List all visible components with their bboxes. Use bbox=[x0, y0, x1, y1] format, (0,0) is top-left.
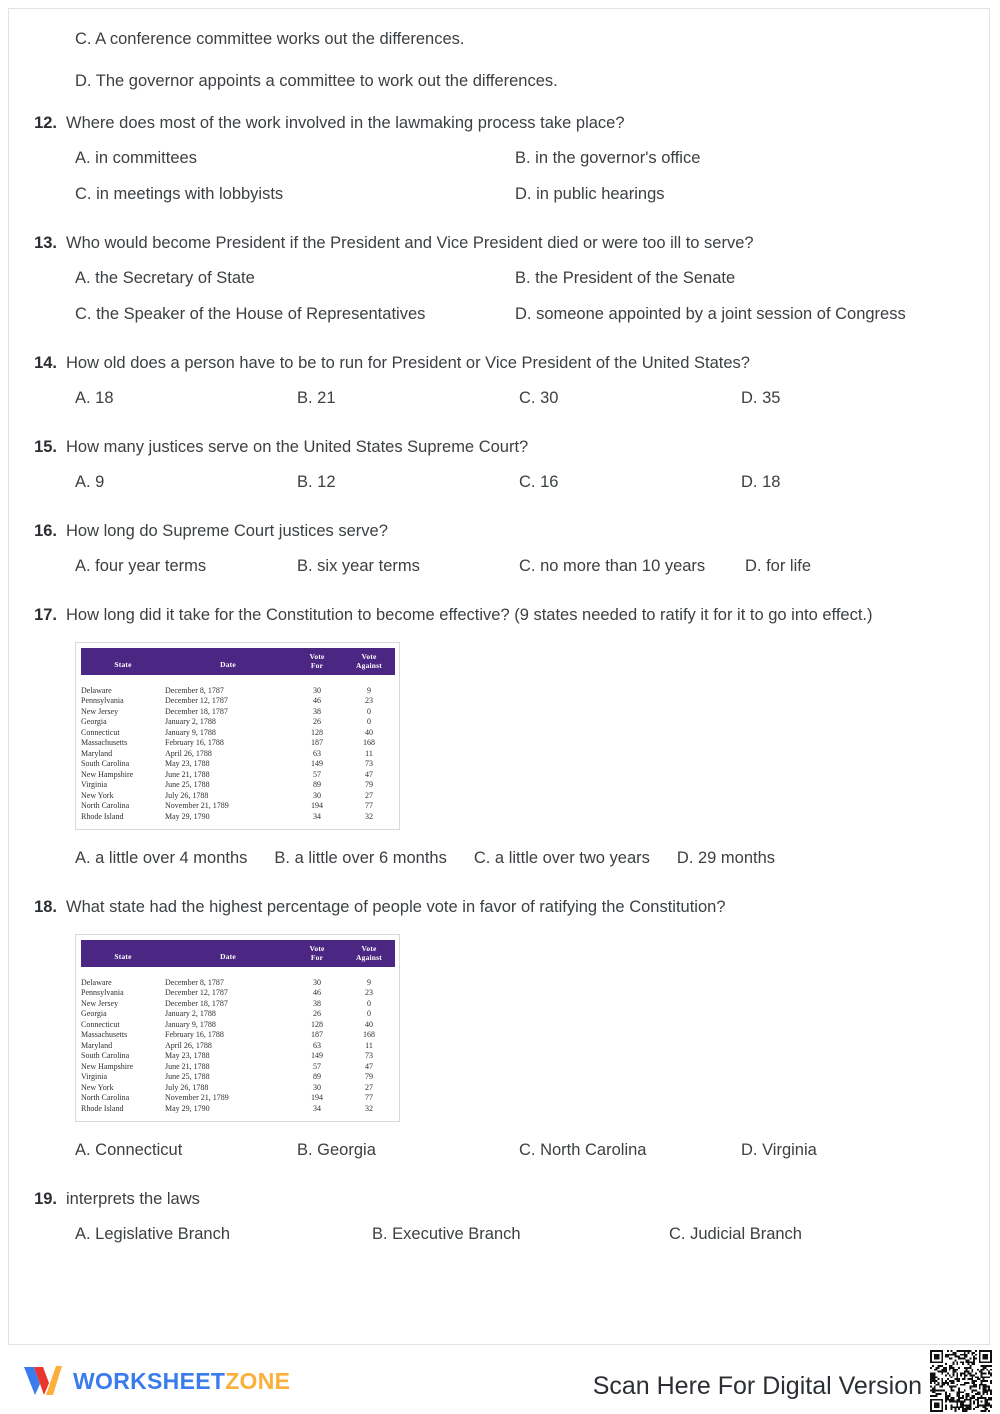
cell-vote-against: 73 bbox=[365, 759, 373, 768]
choice-d[interactable]: D. someone appointed by a joint session of Congress bbox=[515, 305, 906, 323]
ratification-table bbox=[81, 940, 395, 1114]
question-number: 13. bbox=[34, 234, 57, 252]
table-row bbox=[81, 812, 395, 823]
cell-date: February 16, 1788 bbox=[165, 738, 224, 747]
question-18 bbox=[28, 894, 956, 1162]
column-header-date: Date bbox=[165, 648, 291, 675]
cell-date: June 25, 1788 bbox=[165, 780, 210, 789]
cell-date: December 18, 1787 bbox=[165, 998, 228, 1008]
cell-state: Rhode Island bbox=[81, 1103, 124, 1113]
question-text: Who would become President if the President and Vice President died or were too ill to serve? bbox=[66, 234, 754, 252]
question-text: How long did it take for the Constitution to become effective? (9 states needed to ratify it for it to go into effect.) bbox=[66, 606, 873, 624]
cell-vote-against: 77 bbox=[365, 1093, 373, 1102]
choice-c[interactable]: C. Judicial Branch bbox=[669, 1225, 802, 1243]
table-row bbox=[81, 801, 395, 812]
cell-date: May 23, 1788 bbox=[165, 1051, 210, 1060]
choice-c[interactable]: C. a little over two years bbox=[473, 849, 650, 867]
cell-state: Georgia bbox=[81, 717, 107, 726]
table-row bbox=[81, 978, 395, 989]
choice-group bbox=[28, 846, 956, 870]
cell-vote-against: 27 bbox=[365, 790, 373, 800]
table-row bbox=[81, 728, 395, 739]
cell-vote-for: 63 bbox=[313, 748, 321, 758]
cell-vote-against: 11 bbox=[365, 1040, 373, 1050]
column-header-vote-against: Vote Against bbox=[343, 940, 395, 967]
column-header-date: Date bbox=[165, 940, 291, 967]
cell-date: July 26, 1788 bbox=[165, 1082, 209, 1092]
cell-vote-for: 30 bbox=[313, 977, 321, 987]
cell-date: December 8, 1787 bbox=[165, 977, 224, 987]
question-number: 19. bbox=[34, 1190, 57, 1208]
choice-c[interactable]: C. 16 bbox=[519, 473, 559, 491]
table-row bbox=[81, 1041, 395, 1052]
cell-vote-against: 79 bbox=[365, 780, 373, 789]
choice-group bbox=[28, 1222, 956, 1246]
table-row bbox=[81, 1051, 395, 1062]
cell-state: South Carolina bbox=[81, 759, 130, 768]
worksheet-body bbox=[8, 8, 990, 1345]
logo-w-icon bbox=[22, 1362, 64, 1400]
cell-vote-against: 79 bbox=[365, 1072, 373, 1081]
cell-state: Connecticut bbox=[81, 1019, 120, 1029]
choice-d[interactable]: D. 29 months bbox=[676, 849, 776, 867]
cell-vote-for: 34 bbox=[313, 1103, 321, 1113]
logo-wordmark bbox=[73, 1366, 290, 1396]
table-row bbox=[81, 686, 395, 697]
cell-date: February 16, 1788 bbox=[165, 1030, 224, 1039]
cell-vote-for: 128 bbox=[311, 1019, 323, 1029]
cell-vote-against: 0 bbox=[367, 998, 371, 1008]
table-row bbox=[81, 696, 395, 707]
table-row bbox=[81, 749, 395, 760]
cell-vote-for: 26 bbox=[313, 1009, 321, 1018]
cell-vote-against: 40 bbox=[365, 727, 373, 737]
question-12 bbox=[28, 110, 956, 206]
table-row bbox=[81, 770, 395, 781]
cell-vote-against: 0 bbox=[367, 717, 371, 726]
cell-vote-for: 57 bbox=[313, 769, 321, 779]
cell-date: June 25, 1788 bbox=[165, 1072, 210, 1081]
cell-state: Delaware bbox=[81, 977, 112, 987]
table-body-1 bbox=[81, 675, 395, 822]
cell-vote-against: 27 bbox=[365, 1082, 373, 1092]
cell-vote-for: 46 bbox=[313, 696, 321, 705]
column-header-state: State bbox=[81, 940, 165, 967]
cell-state: Pennsylvania bbox=[81, 988, 124, 997]
question-text: interprets the laws bbox=[66, 1190, 200, 1208]
choice-group bbox=[28, 386, 956, 410]
cell-state: Pennsylvania bbox=[81, 696, 124, 705]
question-13 bbox=[28, 230, 956, 326]
cell-date: June 21, 1788 bbox=[165, 1061, 210, 1071]
cell-vote-for: 194 bbox=[311, 801, 323, 810]
cell-vote-against: 9 bbox=[367, 685, 371, 695]
scan-instruction-text: Scan Here For Digital Version bbox=[592, 1372, 922, 1400]
cell-date: May 29, 1790 bbox=[165, 1103, 210, 1113]
choice-group bbox=[28, 1138, 956, 1162]
cell-state: New Jersey bbox=[81, 706, 119, 716]
table-row bbox=[81, 1093, 395, 1104]
question-text: How old does a person have to be to run for President or Vice President of the United States? bbox=[66, 354, 750, 372]
cell-date: June 21, 1788 bbox=[165, 769, 210, 779]
cell-state: Virginia bbox=[81, 1072, 108, 1081]
cell-date: January 2, 1788 bbox=[165, 1009, 216, 1018]
cell-vote-against: 73 bbox=[365, 1051, 373, 1060]
ratification-table-figure-2 bbox=[75, 934, 400, 1122]
table-row bbox=[81, 999, 395, 1010]
choice-a[interactable]: A. four year terms bbox=[75, 557, 207, 575]
choice-group bbox=[28, 266, 956, 326]
cell-state: North Carolina bbox=[81, 1093, 130, 1102]
cell-state: New Hampshire bbox=[81, 1061, 134, 1071]
cell-vote-for: 89 bbox=[313, 780, 321, 789]
cell-vote-for: 194 bbox=[311, 1093, 323, 1102]
choice-a[interactable]: A. 18 bbox=[75, 389, 114, 407]
cell-vote-against: 47 bbox=[365, 769, 373, 779]
choice-b[interactable]: B. 12 bbox=[297, 473, 336, 491]
choice-b[interactable]: B. a little over 6 months bbox=[274, 849, 447, 867]
cell-state: Connecticut bbox=[81, 727, 120, 737]
cell-state: South Carolina bbox=[81, 1051, 130, 1060]
question-number: 15. bbox=[34, 438, 57, 456]
cell-vote-for: 57 bbox=[313, 1061, 321, 1071]
choice-d[interactable]: D. in public hearings bbox=[515, 185, 665, 203]
cell-vote-against: 40 bbox=[365, 1019, 373, 1029]
cell-vote-for: 187 bbox=[311, 738, 323, 747]
cell-state: North Carolina bbox=[81, 801, 130, 810]
cell-date: December 8, 1787 bbox=[165, 685, 224, 695]
column-header-vote-for: Vote For bbox=[291, 940, 343, 967]
cell-date: November 21, 1789 bbox=[165, 801, 229, 810]
question-number: 14. bbox=[34, 354, 57, 372]
cell-vote-for: 30 bbox=[313, 1082, 321, 1092]
choice-c[interactable]: C. North Carolina bbox=[519, 1141, 647, 1159]
question-19 bbox=[28, 1186, 956, 1246]
cell-date: April 26, 1788 bbox=[165, 748, 212, 758]
table-row bbox=[81, 1072, 395, 1083]
table-row bbox=[81, 780, 395, 791]
cell-date: November 21, 1789 bbox=[165, 1093, 229, 1102]
choice-c[interactable]: C. in meetings with lobbyists bbox=[75, 185, 284, 203]
column-header-vote-against: Vote Against bbox=[343, 648, 395, 675]
table-row bbox=[81, 707, 395, 718]
choice-group bbox=[28, 554, 956, 578]
cell-vote-against: 32 bbox=[365, 1103, 373, 1113]
cell-vote-against: 77 bbox=[365, 801, 373, 810]
choice-c[interactable]: C. the Speaker of the House of Representatives bbox=[75, 305, 426, 323]
choice-b[interactable]: B. the President of the Senate bbox=[515, 269, 736, 287]
cell-date: December 12, 1787 bbox=[165, 988, 228, 997]
table-header-row bbox=[81, 940, 395, 967]
cell-vote-against: 23 bbox=[365, 988, 373, 997]
cell-vote-against: 32 bbox=[365, 811, 373, 821]
choice-a[interactable]: A. in committees bbox=[75, 149, 197, 167]
choice-a[interactable]: A. 9 bbox=[75, 473, 105, 491]
cell-state: Georgia bbox=[81, 1009, 107, 1018]
cell-vote-for: 30 bbox=[313, 685, 321, 695]
question-number: 18. bbox=[34, 898, 57, 916]
cell-vote-for: 89 bbox=[313, 1072, 321, 1081]
cell-vote-for: 46 bbox=[313, 988, 321, 997]
question-16 bbox=[28, 518, 956, 578]
choice-b[interactable]: B. 21 bbox=[297, 389, 336, 407]
table-row bbox=[81, 1020, 395, 1031]
cell-vote-against: 11 bbox=[365, 748, 373, 758]
cell-vote-for: 38 bbox=[313, 998, 321, 1008]
cell-date: December 18, 1787 bbox=[165, 706, 228, 716]
question-14 bbox=[28, 350, 956, 410]
cell-state: New Jersey bbox=[81, 998, 119, 1008]
choice-a[interactable]: A. Connecticut bbox=[75, 1141, 183, 1159]
cell-date: July 26, 1788 bbox=[165, 790, 209, 800]
table-row bbox=[81, 1104, 395, 1115]
choice-c[interactable]: C. 30 bbox=[519, 389, 559, 407]
question-number: 17. bbox=[34, 606, 57, 624]
table-header-row bbox=[81, 648, 395, 675]
cell-vote-against: 0 bbox=[367, 706, 371, 716]
cell-state: Maryland bbox=[81, 748, 113, 758]
question-15 bbox=[28, 434, 956, 494]
choice-d[interactable]: D. for life bbox=[745, 557, 812, 575]
table-row bbox=[81, 717, 395, 728]
qr-code-icon[interactable] bbox=[930, 1350, 992, 1412]
cell-state: New York bbox=[81, 1082, 114, 1092]
worksheet-zone-logo[interactable] bbox=[22, 1362, 290, 1400]
cell-vote-against: 168 bbox=[363, 738, 375, 747]
cell-state: Massachusetts bbox=[81, 738, 128, 747]
page-footer bbox=[0, 1346, 1000, 1414]
cell-vote-for: 34 bbox=[313, 811, 321, 821]
question-text: What state had the highest percentage of people vote in favor of ratifying the Constitution? bbox=[66, 898, 726, 916]
choice-b[interactable]: B. in the governor's office bbox=[515, 149, 701, 167]
cell-date: December 12, 1787 bbox=[165, 696, 228, 705]
cell-date: January 2, 1788 bbox=[165, 717, 216, 726]
cell-date: January 9, 1788 bbox=[165, 727, 216, 737]
ratification-table-figure-1 bbox=[75, 642, 400, 830]
question-text: How long do Supreme Court justices serve? bbox=[66, 522, 388, 540]
cell-vote-for: 63 bbox=[313, 1040, 321, 1050]
cell-vote-for: 149 bbox=[311, 1051, 323, 1060]
cell-date: May 23, 1788 bbox=[165, 759, 210, 768]
cell-vote-against: 0 bbox=[367, 1009, 371, 1018]
orphan-choice-d: D. The governor appoints a committee to work out the differences. bbox=[75, 72, 558, 90]
ratification-table bbox=[81, 648, 395, 822]
cell-state: Delaware bbox=[81, 685, 112, 695]
table-row bbox=[81, 759, 395, 770]
question-17 bbox=[28, 602, 956, 870]
cell-vote-for: 128 bbox=[311, 727, 323, 737]
table-row bbox=[81, 738, 395, 749]
choice-b[interactable]: B. six year terms bbox=[297, 557, 420, 575]
choice-d[interactable]: D. 35 bbox=[741, 389, 781, 407]
cell-date: April 26, 1788 bbox=[165, 1040, 212, 1050]
cell-vote-for: 38 bbox=[313, 706, 321, 716]
cell-state: Maryland bbox=[81, 1040, 113, 1050]
choice-group bbox=[28, 146, 956, 206]
cell-vote-against: 47 bbox=[365, 1061, 373, 1071]
table-row bbox=[81, 1009, 395, 1020]
choice-a[interactable]: A. the Secretary of State bbox=[75, 269, 255, 287]
question-text: Where does most of the work involved in the lawmaking process take place? bbox=[66, 114, 625, 132]
cell-date: May 29, 1790 bbox=[165, 811, 210, 821]
choice-group bbox=[28, 470, 956, 494]
choice-a[interactable]: A. Legislative Branch bbox=[75, 1225, 231, 1243]
table-row bbox=[81, 1030, 395, 1041]
cell-vote-against: 23 bbox=[365, 696, 373, 705]
table-row bbox=[81, 1083, 395, 1094]
column-header-state: State bbox=[81, 648, 165, 675]
table-row bbox=[81, 988, 395, 999]
choice-d[interactable]: D. Virginia bbox=[741, 1141, 817, 1159]
cell-state: New York bbox=[81, 790, 114, 800]
question-text: How many justices serve on the United States Supreme Court? bbox=[66, 438, 529, 456]
table-row bbox=[81, 1062, 395, 1073]
choice-b[interactable]: B. Georgia bbox=[297, 1141, 376, 1159]
question-number: 16. bbox=[34, 522, 57, 540]
cell-vote-for: 149 bbox=[311, 759, 323, 768]
column-header-vote-for: Vote For bbox=[291, 648, 343, 675]
cell-vote-for: 26 bbox=[313, 717, 321, 726]
table-row bbox=[81, 791, 395, 802]
cell-date: January 9, 1788 bbox=[165, 1019, 216, 1029]
cell-state: New Hampshire bbox=[81, 769, 134, 779]
choice-a[interactable]: A. a little over 4 months bbox=[75, 849, 248, 867]
cell-vote-against: 9 bbox=[367, 977, 371, 987]
question-number: 12. bbox=[34, 114, 57, 132]
choice-d[interactable]: D. 18 bbox=[741, 473, 781, 491]
cell-state: Massachusetts bbox=[81, 1030, 128, 1039]
choice-b[interactable]: B. Executive Branch bbox=[372, 1225, 521, 1243]
logo-text-zone: ZONE bbox=[225, 1368, 291, 1394]
table-body-2 bbox=[81, 967, 395, 1114]
choice-c[interactable]: C. no more than 10 years bbox=[519, 557, 706, 575]
cell-vote-for: 30 bbox=[313, 790, 321, 800]
cell-state: Virginia bbox=[81, 780, 108, 789]
cell-state: Rhode Island bbox=[81, 811, 124, 821]
logo-text-worksheet: WORKSHEET bbox=[73, 1368, 226, 1394]
cell-vote-for: 187 bbox=[311, 1030, 323, 1039]
cell-vote-against: 168 bbox=[363, 1030, 375, 1039]
orphan-choice-c: C. A conference committee works out the differences. bbox=[75, 30, 465, 48]
